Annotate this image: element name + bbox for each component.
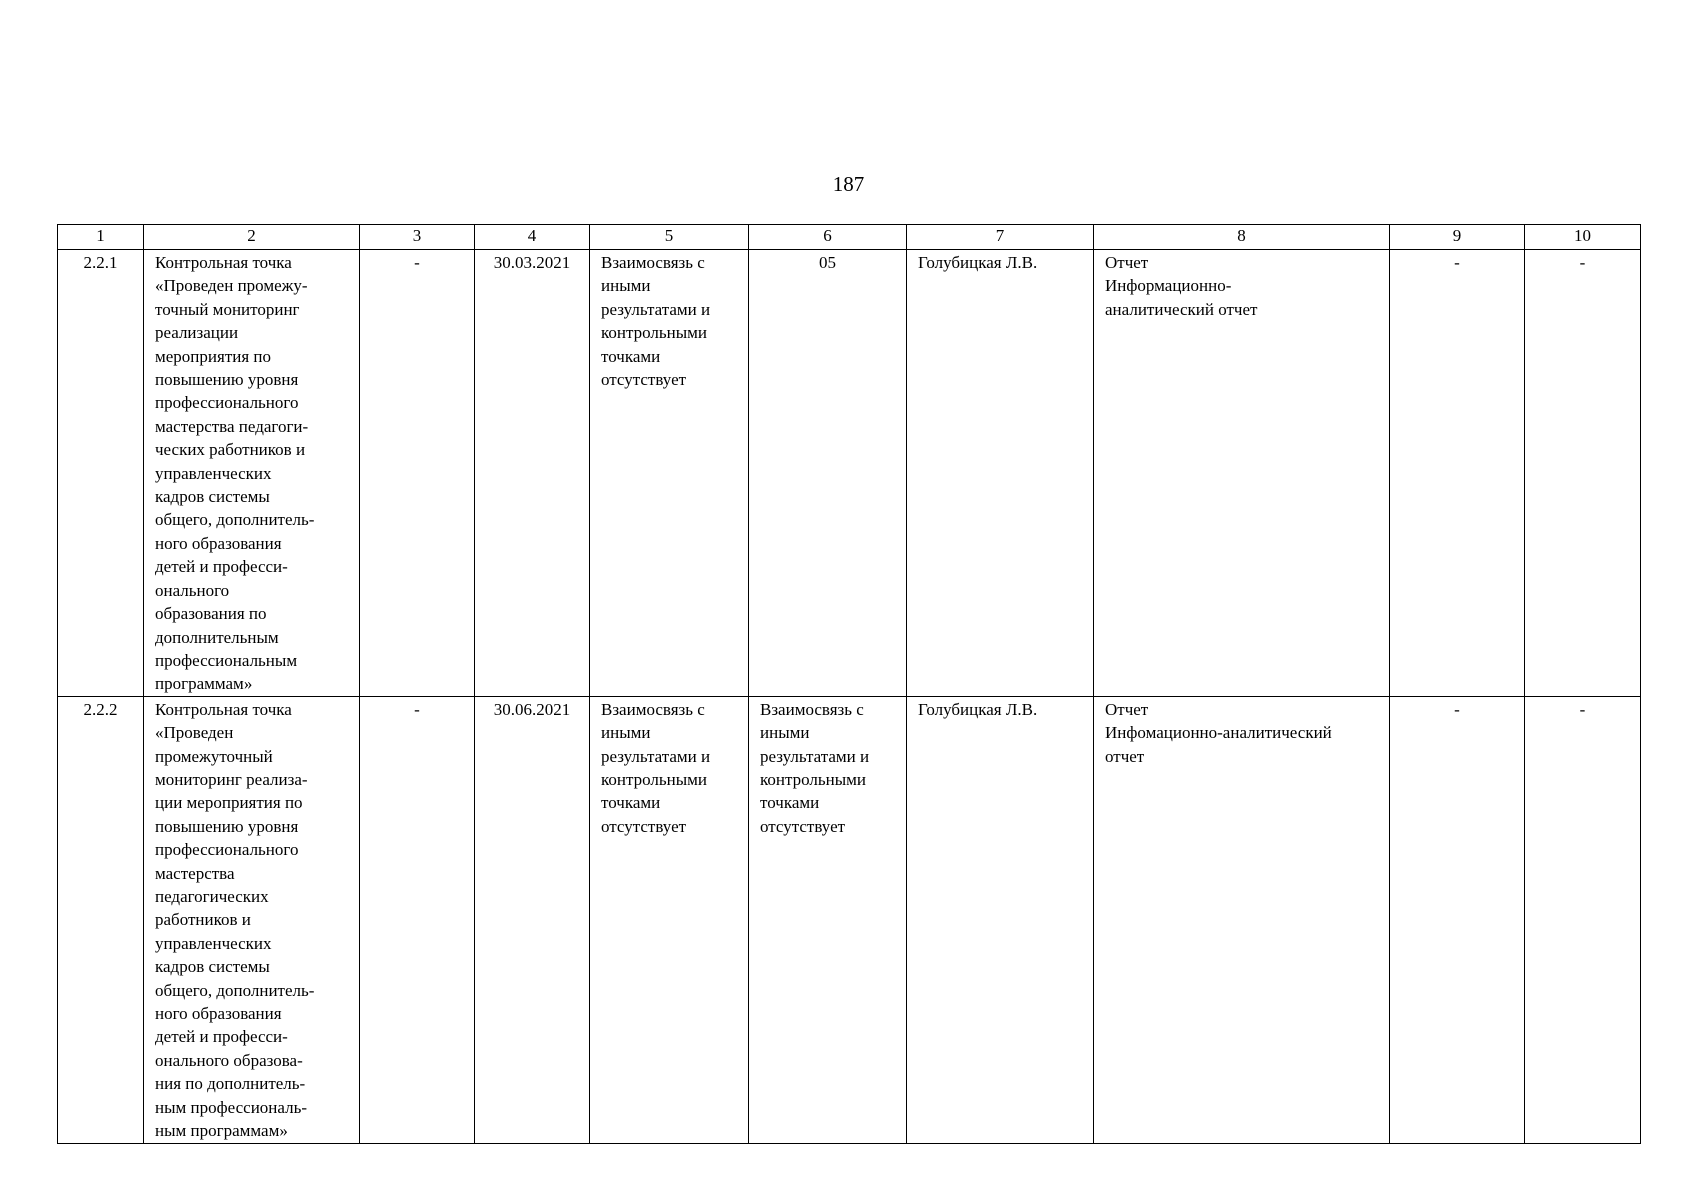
document-cell: [1094, 696, 1390, 1143]
text-line: Отчет: [1105, 253, 1149, 272]
table-row: [58, 250, 1641, 697]
date-cell: 30.06.2021: [475, 696, 590, 1143]
col10-cell: -: [1525, 250, 1641, 697]
text-line: «Проведен промежу-: [155, 276, 308, 296]
text-line: ным профессиональ-: [155, 1097, 307, 1117]
text-line: педагогических: [155, 886, 269, 906]
text-line: детей и професси-: [155, 1027, 288, 1047]
milestone-name-cell: [144, 250, 360, 697]
text-line: кадров системы: [155, 487, 270, 507]
text-line: ческих работников и: [155, 440, 306, 460]
text-line: Отчет: [1105, 699, 1149, 719]
col9-cell: -: [1390, 250, 1525, 697]
table-row: [58, 696, 1641, 1143]
page-number: 187: [832, 172, 865, 196]
col6-cell: [749, 250, 907, 697]
header-row: [58, 225, 1641, 250]
text-line: отсутствует: [760, 816, 846, 836]
row-id-cell: 2.2.2: [58, 696, 144, 1143]
header-cell: 3: [360, 225, 475, 250]
text-line: точками: [760, 793, 820, 813]
text-line: управленческих: [155, 933, 272, 953]
text-line: кадров системы: [155, 957, 270, 977]
document-cell: [1094, 250, 1390, 697]
text-line: контрольными: [601, 769, 708, 789]
text-line: работников и: [155, 910, 251, 930]
header-cell: 4: [475, 225, 590, 250]
text-line: ного образования: [155, 1004, 282, 1023]
text-line: повышению уровня: [155, 816, 299, 836]
text-line: онального образова-: [155, 1050, 303, 1070]
text-line: профессиональным: [155, 650, 298, 670]
text-line: Взаимосвязь с: [601, 699, 705, 719]
text-line: промежуточный: [155, 746, 273, 766]
text-line: отсутствует: [601, 370, 687, 390]
relation-cell: [590, 250, 749, 697]
header-cell: 2: [144, 225, 360, 250]
col6-cell: [749, 696, 907, 1143]
col3-cell: -: [360, 696, 475, 1143]
text-line: реализации: [155, 323, 239, 343]
text-line: ного образования: [155, 533, 282, 553]
text-line: профессионального: [155, 393, 299, 413]
text-line: ным программам»: [155, 1121, 288, 1141]
text-line: иными: [601, 723, 651, 743]
text-line: точками: [601, 793, 661, 813]
text-line: Контрольная точка: [155, 699, 292, 719]
text-line: контрольными: [601, 323, 708, 343]
text-line: результатами и: [760, 746, 870, 766]
text-line: Контрольная точка: [155, 253, 292, 272]
header-cell: 7: [907, 225, 1094, 250]
col3-cell: -: [360, 250, 475, 697]
header-cell: 5: [590, 225, 749, 250]
text-line: отсутствует: [601, 816, 687, 836]
text-line: Информационно-: [1105, 276, 1232, 296]
text-line: мастерства педагоги-: [155, 416, 309, 436]
text-line: иными: [601, 276, 651, 296]
text-line: программам»: [155, 674, 253, 694]
text-line: общего, дополнитель-: [155, 980, 315, 1000]
row-id-cell: 2.2.1: [58, 250, 144, 697]
responsible-cell: Голубицкая Л.В.: [907, 250, 1094, 697]
text-line: мониторинг реализа-: [155, 769, 308, 789]
header-cell: 9: [1390, 225, 1525, 250]
text-line: результатами и: [601, 299, 711, 319]
text-line: отчет: [1105, 746, 1145, 766]
plan-table: [57, 224, 1641, 1144]
text-line: повышению уровня: [155, 370, 299, 390]
text-line: ции мероприятия по: [155, 793, 303, 813]
text-line: управленческих: [155, 463, 272, 483]
header-cell: 10: [1525, 225, 1641, 250]
text-line: Инфомационно-аналитический: [1105, 723, 1332, 743]
text-line: мероприятия по: [155, 346, 272, 366]
col10-cell: -: [1525, 696, 1641, 1143]
header-cell: 6: [749, 225, 907, 250]
text-line: мастерства: [155, 863, 235, 883]
text-line: контрольными: [760, 769, 867, 789]
text-line: Взаимосвязь с: [601, 253, 705, 272]
milestone-name-cell: [144, 696, 360, 1143]
text-line: профессионального: [155, 840, 299, 860]
text-line: общего, дополнитель-: [155, 510, 315, 530]
text-line: дополнительным: [155, 627, 279, 647]
responsible-cell: Голубицкая Л.В.: [907, 696, 1094, 1143]
text-line: ния по дополнитель-: [155, 1074, 306, 1094]
header-cell: 1: [58, 225, 144, 250]
date-cell: 30.03.2021: [475, 250, 590, 697]
text-line: Взаимосвязь с: [760, 699, 864, 719]
text-line: точный мониторинг: [155, 299, 300, 319]
text-line: «Проведен: [155, 723, 234, 743]
text-line: образования по: [155, 604, 267, 624]
text-line: результатами и: [601, 746, 711, 766]
text-line: аналитический отчет: [1105, 299, 1258, 319]
text-line: 05: [819, 253, 836, 272]
text-line: точками: [601, 346, 661, 366]
text-line: детей и професси-: [155, 557, 288, 577]
col9-cell: -: [1390, 696, 1525, 1143]
text-line: иными: [760, 723, 810, 743]
header-cell: 8: [1094, 225, 1390, 250]
relation-cell: [590, 696, 749, 1143]
text-line: онального: [155, 580, 230, 600]
